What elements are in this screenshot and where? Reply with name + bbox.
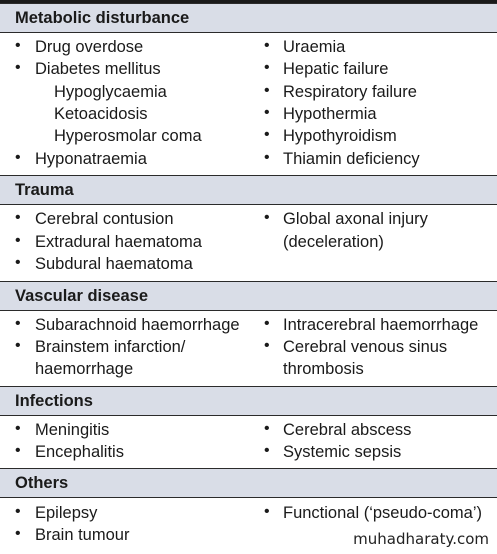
list-item: Global axonal injury: [283, 210, 428, 228]
list-item: Uraemia: [283, 38, 346, 56]
list-item: Subarachnoid haemorrhage: [35, 316, 240, 334]
bullet-icon: •: [15, 337, 21, 354]
list-item: Cerebral venous sinus: [283, 338, 448, 356]
section-header-others: Others: [0, 468, 497, 498]
list-item-continuation: (deceleration): [283, 233, 384, 251]
bullet-icon: •: [15, 209, 21, 226]
list-item: Brain tumour: [35, 526, 130, 544]
bullet-icon: •: [264, 503, 270, 520]
section-header-infections: Infections: [0, 386, 497, 416]
bullet-icon: •: [15, 503, 21, 520]
list-item: Respiratory failure: [283, 83, 417, 101]
list-item: Cerebral contusion: [35, 210, 174, 228]
list-item: Subdural haematoma: [35, 255, 193, 273]
bullet-icon: •: [15, 525, 21, 542]
list-item: Systemic sepsis: [283, 443, 402, 461]
list-item: Hypothermia: [283, 105, 377, 123]
list-item: Meningitis: [35, 421, 110, 439]
list-subitem: Hyperosmolar coma: [54, 127, 202, 145]
list-item: Epilepsy: [35, 504, 98, 522]
list-item: Drug overdose: [35, 38, 144, 56]
list-item-continuation: thrombosis: [283, 360, 364, 378]
list-item: Cerebral abscess: [283, 421, 412, 439]
bullet-icon: •: [15, 59, 21, 76]
bullet-icon: •: [15, 420, 21, 437]
bullet-icon: •: [264, 315, 270, 332]
bullet-icon: •: [264, 442, 270, 459]
bullet-icon: •: [264, 420, 270, 437]
bullet-icon: •: [15, 254, 21, 271]
bullet-icon: •: [264, 209, 270, 226]
list-item: Extradural haematoma: [35, 233, 202, 251]
section-header-vascular: Vascular disease: [0, 281, 497, 311]
bullet-icon: •: [264, 37, 270, 54]
section-header-metabolic: Metabolic disturbance: [0, 3, 497, 33]
list-item: Encephalitis: [35, 443, 124, 461]
list-item: Diabetes mellitus: [35, 60, 161, 78]
bullet-icon: •: [264, 59, 270, 76]
list-item-continuation: haemorrhage: [35, 360, 134, 378]
list-item: Hypothyroidism: [283, 127, 397, 145]
bullet-icon: •: [15, 442, 21, 459]
list-item: Functional (‘pseudo-coma’): [283, 504, 483, 522]
list-item: Brainstem infarction/: [35, 338, 186, 356]
bullet-icon: •: [264, 126, 270, 143]
bullet-icon: •: [15, 315, 21, 332]
bullet-icon: •: [15, 37, 21, 54]
watermark: muhadharaty.com: [353, 530, 489, 548]
list-item: Intracerebral haemorrhage: [283, 316, 479, 334]
bullet-icon: •: [264, 149, 270, 166]
list-item: Hepatic failure: [283, 60, 389, 78]
list-subitem: Ketoacidosis: [54, 105, 148, 123]
list-subitem: Hypoglycaemia: [54, 83, 167, 101]
list-item: Thiamin deficiency: [283, 150, 420, 168]
bullet-icon: •: [15, 232, 21, 249]
list-item: Hyponatraemia: [35, 150, 147, 168]
bullet-icon: •: [264, 82, 270, 99]
bullet-icon: •: [264, 337, 270, 354]
bullet-icon: •: [264, 104, 270, 121]
bullet-icon: •: [15, 149, 21, 166]
section-header-trauma: Trauma: [0, 175, 497, 205]
